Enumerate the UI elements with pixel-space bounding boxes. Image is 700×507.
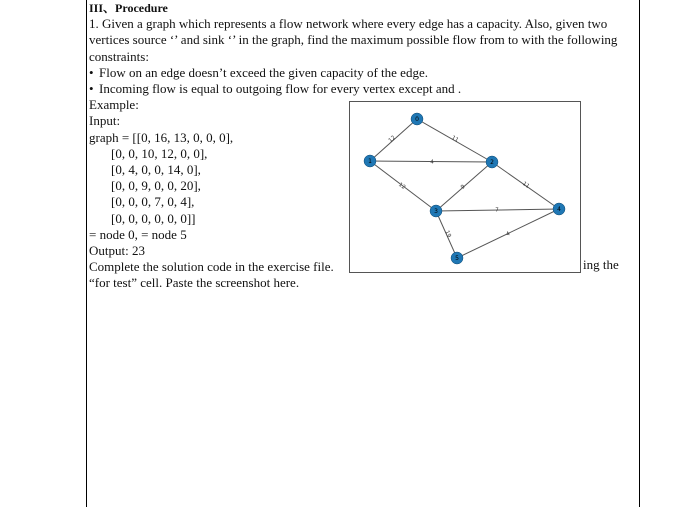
bullet-icon: • <box>89 64 94 80</box>
edge-label-3-5: 19 <box>443 229 452 239</box>
edge-label-0-1: 12 <box>387 134 397 144</box>
node-label-1: 1 <box>368 158 372 165</box>
bullet-text: Incoming flow is equal to outgoing flow for every vertex except and . <box>99 81 462 97</box>
edge-label-1-2: 4 <box>430 159 434 166</box>
edge-label-0-2: 11 <box>450 135 460 144</box>
page-border-right <box>639 0 640 507</box>
edge-label-3-4: 7 <box>495 207 499 214</box>
page-border-left <box>86 0 87 507</box>
bullet-item <box>89 81 637 97</box>
problem-line-2: vertices source ‘’ and sink ‘’ in the graph, find the maximum possible flow from to with the following <box>89 32 618 48</box>
node-label-0: 0 <box>415 116 419 123</box>
bullet-icon: • <box>89 81 94 97</box>
instruction-line-2: “for test” cell. Paste the screenshot here. <box>89 275 300 291</box>
graph-row: [0, 0, 0, 7, 0, 4], <box>111 194 195 210</box>
problem-line-1: 1. Given a graph which represents a flow network where every edge has a capacity. Also, given two <box>89 16 608 32</box>
graph-row: graph = [[0, 16, 13, 0, 0, 0], <box>89 129 234 145</box>
node-label-4: 4 <box>557 206 561 213</box>
node-label-5: 5 <box>455 255 459 262</box>
edge-label-4-5: 4 <box>505 230 512 238</box>
graph-svg <box>350 102 580 272</box>
bullet-text: Flow on an edge doesn’t exceed the given capacity of the edge. <box>99 64 428 80</box>
graph-row: [0, 0, 9, 0, 0, 20], <box>111 178 201 194</box>
example-label: Example: <box>89 97 139 113</box>
edge-label-1-3: 12 <box>397 181 407 191</box>
instruction-line: Complete the solution code in the exercise file. <box>89 259 334 275</box>
output-line: Output: 23 <box>89 243 145 259</box>
node-label-2: 2 <box>490 159 494 166</box>
node-label-3: 3 <box>434 208 438 215</box>
instruction-continuation: ing the <box>583 257 619 272</box>
bullet-item <box>89 65 637 81</box>
section-heading: III、Procedure <box>89 1 168 15</box>
graph-row: [0, 0, 10, 12, 0, 0], <box>111 145 208 161</box>
graph-row: [0, 0, 0, 0, 0, 0]] <box>111 210 196 226</box>
edge-label-2-4: 11 <box>521 180 531 190</box>
problem-line-3: constraints: <box>89 48 149 64</box>
edge-label-2-3: 9 <box>460 183 467 191</box>
source-sink-line: = node 0, = node 5 <box>89 226 187 242</box>
flow-network-figure <box>349 101 581 273</box>
graph-row: [0, 4, 0, 0, 14, 0], <box>111 162 201 178</box>
input-label: Input: <box>89 113 121 129</box>
